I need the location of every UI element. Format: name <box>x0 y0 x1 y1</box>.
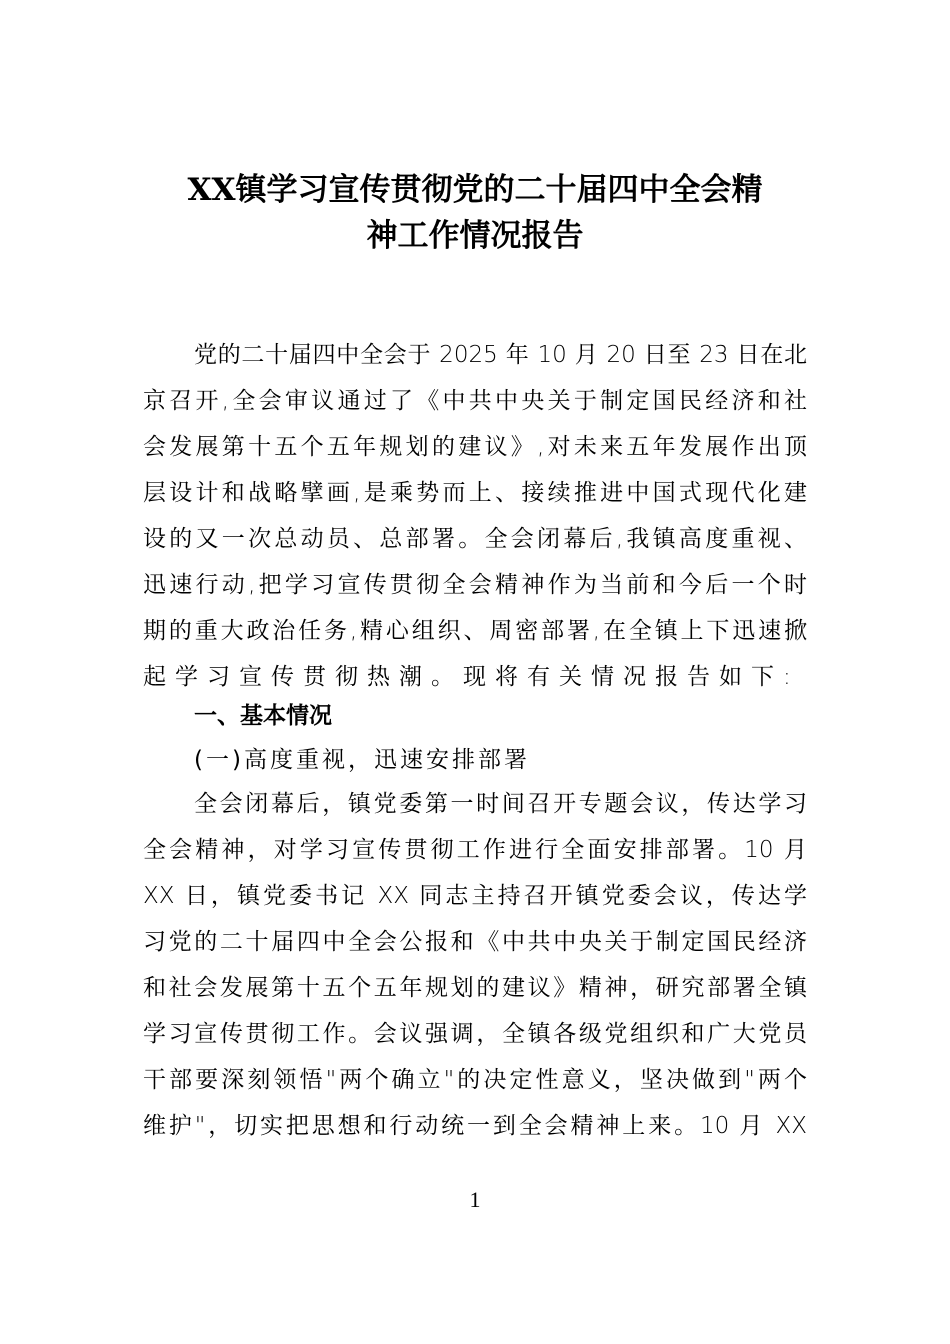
intro-paragraph-line: 会发展第十五个五年规划的建议》,对未来五年发展作出顶 <box>143 434 807 460</box>
body-paragraph-line: XX 日，镇党委书记 XX 同志主持召开镇党委会议，传达学 <box>143 883 807 909</box>
intro-paragraph-line: 期的重大政治任务,精心组织、周密部署,在全镇上下迅速掀 <box>143 618 807 644</box>
section-heading-basic-situation: 一、基本情况 <box>194 703 332 729</box>
page-number: 1 <box>469 1187 481 1212</box>
intro-paragraph-line: 起学习宣传贯彻热潮。现将有关情况报告如下: <box>143 664 800 690</box>
body-paragraph-line: 和社会发展第十五个五年规划的建议》精神，研究部署全镇 <box>143 975 807 1001</box>
body-paragraph-line: 干部要深刻领悟"两个确立"的决定性意义，坚决做到"两个 <box>143 1067 807 1093</box>
body-paragraph-line: 学习宣传贯彻工作。会议强调，全镇各级党组织和广大党员 <box>143 1021 807 1047</box>
body-paragraph-line: 维护"，切实把思想和行动统一到全会精神上来。10 月 XX <box>143 1113 807 1139</box>
body-paragraph-line: 全会闭幕后，镇党委第一时间召开专题会议，传达学习 <box>194 791 807 817</box>
body-paragraph-line: 习党的二十届四中全会公报和《中共中央关于制定国民经济 <box>143 929 807 955</box>
intro-paragraph-line: 京召开,全会审议通过了《中共中央关于制定国民经济和社 <box>143 388 807 414</box>
subsection-heading-1: (一)高度重视，迅速安排部署 <box>194 747 530 773</box>
intro-paragraph-line: 层设计和战略擘画,是乘势而上、接续推进中国式现代化建 <box>143 480 807 506</box>
intro-paragraph-line: 党的二十届四中全会于 2025 年 10 月 20 日至 23 日在北 <box>194 342 807 368</box>
document-title-line-1: XX镇学习宣传贯彻党的二十届四中全会精 <box>187 172 763 208</box>
intro-paragraph-line: 设的又一次总动员、总部署。全会闭幕后,我镇高度重视、 <box>143 526 807 552</box>
intro-paragraph-line: 迅速行动,把学习宣传贯彻全会精神作为当前和今后一个时 <box>143 572 807 598</box>
document-title-line-2: 神工作情况报告 <box>366 218 584 254</box>
body-paragraph-line: 全会精神，对学习宣传贯彻工作进行全面安排部署。10 月 <box>143 837 807 863</box>
